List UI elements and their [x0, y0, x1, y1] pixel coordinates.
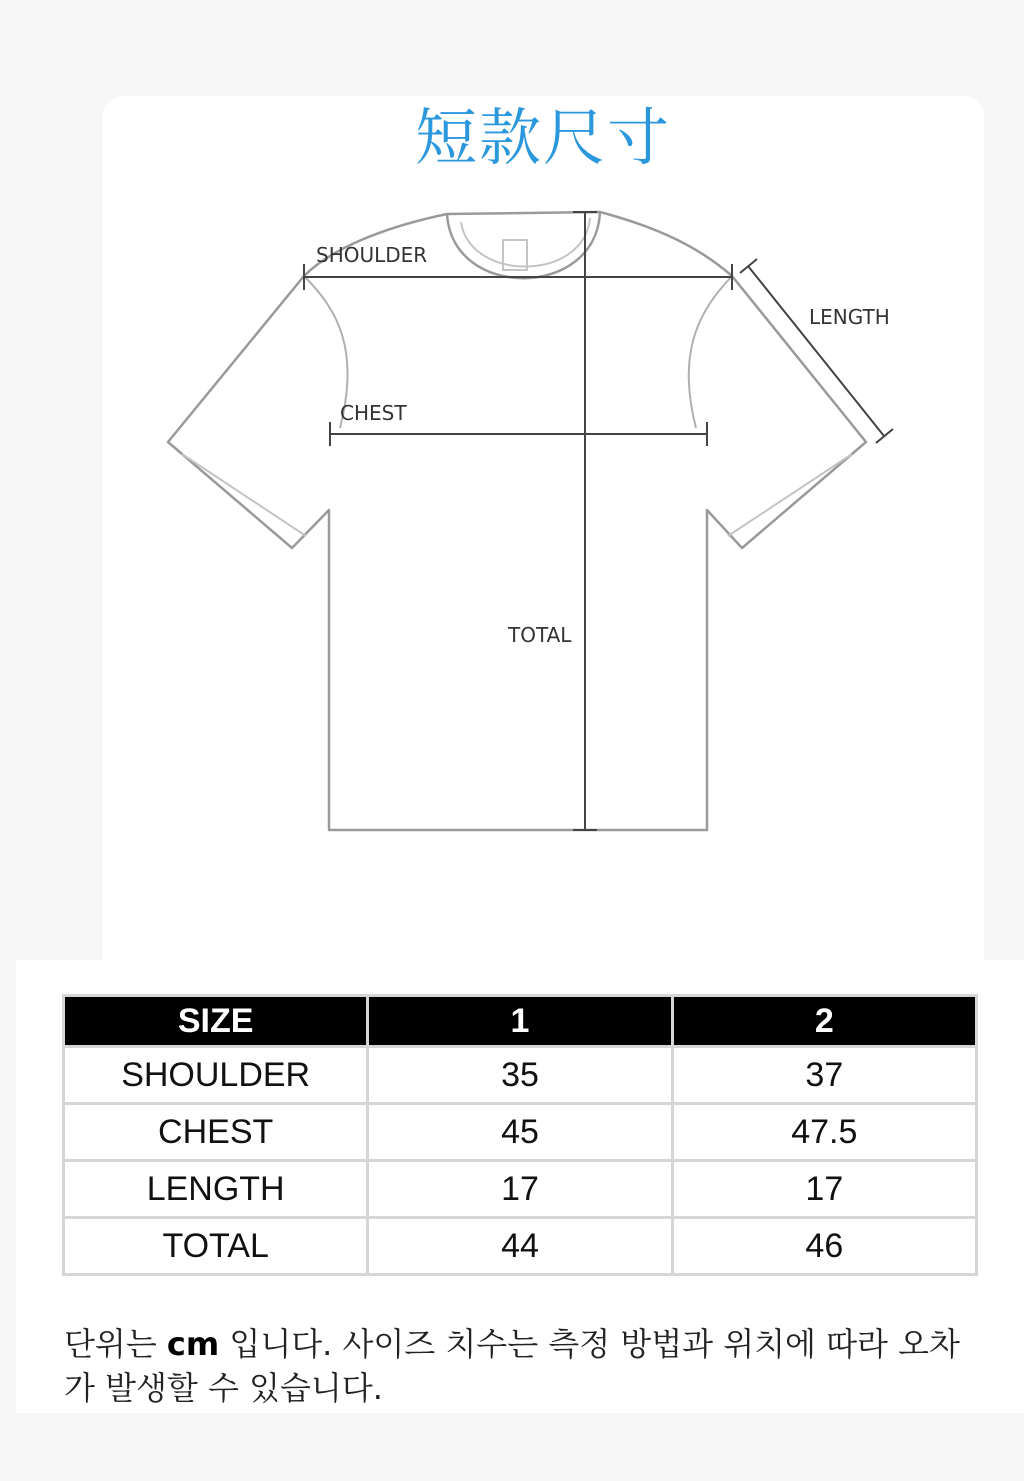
table-row: [64, 1047, 977, 1104]
cell-value: 17: [368, 1161, 672, 1218]
header-size-2: 2: [672, 996, 976, 1047]
cell-value: 35: [368, 1047, 672, 1104]
cell-value: 17: [672, 1161, 976, 1218]
length-label: LENGTH: [809, 305, 890, 329]
note-text-before: 단위는: [64, 1325, 167, 1363]
row-label: CHEST: [64, 1104, 368, 1161]
header-size-1: 1: [368, 996, 672, 1047]
cell-value: 44: [368, 1218, 672, 1275]
table-row: [64, 1104, 977, 1161]
cell-value: 45: [368, 1104, 672, 1161]
header-size: SIZE: [64, 996, 368, 1047]
table-row: [64, 1161, 977, 1218]
note-text-after: 입니다. 사이즈 치수는 측정 방법과 위치에 따라 오차가 발생할 수 있습니다.: [64, 1325, 960, 1407]
row-label: LENGTH: [64, 1161, 368, 1218]
chest-label: CHEST: [340, 401, 407, 425]
size-note: [64, 1322, 984, 1410]
table-header-row: [64, 996, 977, 1047]
page-title: 短款尺寸: [414, 101, 671, 174]
row-label: TOTAL: [64, 1218, 368, 1275]
measurement-lines: [304, 212, 893, 830]
table-row: [64, 1218, 977, 1275]
cell-value: 46: [672, 1218, 976, 1275]
cell-value: 37: [672, 1047, 976, 1104]
tshirt-outline: [168, 212, 866, 830]
row-label: SHOULDER: [64, 1047, 368, 1104]
cell-value: 47.5: [672, 1104, 976, 1161]
shoulder-label: SHOULDER: [316, 243, 428, 267]
size-table: [62, 994, 978, 1276]
total-label: TOTAL: [508, 623, 572, 647]
note-unit: cm: [166, 1325, 220, 1363]
length-measure-line: [748, 266, 884, 436]
